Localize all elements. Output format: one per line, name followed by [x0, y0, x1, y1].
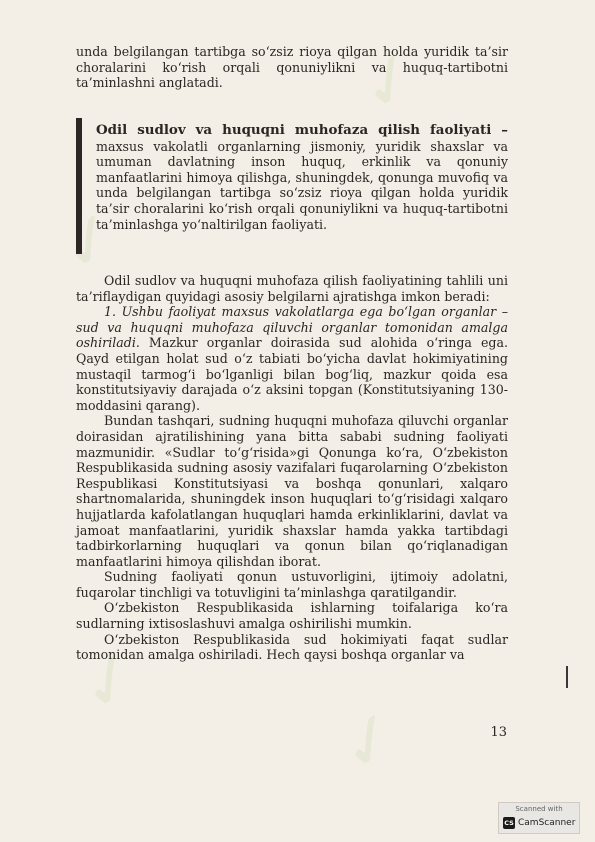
definition-text: maxsus vakolatli organlarning jismoniy, yuridik shaxslar va umuman davlatning inson huquq, erkinlik va qonuniy manfaatlarini himoya qilishga, shuningdek, qonunga muvofiq va unda belgilangan tartibga so‘zsiz rioya qilgan holda yuridik ta’sir choralarini ko‘rish orqali qonuniylikni va huquq-tartibotni ta’minlashga yo‘naltirilgan faoliyati.	[96, 138, 508, 232]
watermark: ✓	[43, 190, 136, 292]
camscanner-badge	[498, 802, 580, 834]
watermark: ✓	[63, 630, 156, 732]
scanner-brand: CamScanner	[518, 818, 576, 828]
definition-content	[96, 122, 508, 232]
definition-bar	[76, 118, 82, 254]
paragraph-3: Bundan tashqari, sudning huquqni muhofaza qiluvchi organlar doirasidan ajratilishining yana bitta sababi sudning faoliyati mazmunidir. «Sudlar to‘g‘risida»gi Qonunga ko‘ra, O‘zbekiston Respublikasida sudning asosiy vazifalari fuqarolarning O‘zbekiston Respublikasi Konstitutsiyasi va boshqa qonunlari, xalqaro shartnomalarida, shuningdek inson huquqlari to‘g‘risidagi xalqaro hujjatlarda kafolatlangan huquqlari hamda erkinliklarini, davlat va jamoat manfaatlarini, yuridik shaxslar hamda yakka tartibdagi tadbirkorlarning huquqlari va qonun bilan qo‘riqlanadigan manfaatlarini himoya qilishdan iborat.	[76, 413, 508, 569]
scanner-caption: Scanned with	[515, 805, 563, 813]
paragraph-4: Sudning faoliyati qonun ustuvorligini, ijtimoiy adolatni, fuqarolar tinchligi va totuvligini ta’minlashga qaratilgandir.	[76, 569, 508, 600]
intro-text: unda belgilangan tartibga so‘zsiz rioya qilgan holda yuridik ta’sir choralarini ko‘rish orqali qonuniylikni va huquq-tartibotni ta’minlashni anglatadi.	[76, 44, 508, 91]
definition-box	[76, 118, 514, 254]
main-text	[76, 273, 508, 663]
paragraph-2-rest: Mazkur organlar doirasida sud alohida o‘ringa ega. Qayd etilgan holat sud o‘z tabiati bo‘yicha davlat hokimiyatining mustaqil tarmog‘i bo‘lganligi bilan bog‘liq, mazkur qoida esa konstitutsiyaviy darajada o‘z aksini topgan (Konstitutsiyaning 130-moddasini qarang).	[76, 335, 508, 413]
camscanner-logo-icon: CS	[504, 819, 514, 827]
paragraph-6: O‘zbekiston Respublikasida sud hokimiyati faqat sudlar tomonidan amalga oshiriladi. Hech qaysi boshqa organlar va	[76, 631, 508, 663]
margin-mark	[566, 666, 568, 688]
page-number: 13	[490, 725, 507, 740]
paragraph-2-italic: 1. Ushbu faoliyat maxsus vakolatlarga ega bo‘lgan organlar – sud va huquqni muhofaza qiluvchi organlar tomonidan amalga oshiriladi.	[76, 304, 508, 351]
intro-paragraph	[76, 44, 508, 91]
watermark: ✓	[343, 30, 436, 132]
paragraph-2	[76, 304, 508, 413]
paragraph-1: Odil sudlov va huquqni muhofaza qilish faoliyatining tahlili uni ta’riflaydigan quyidagi asosiy belgilarni ajratishga imkon beradi:	[76, 273, 508, 304]
watermark: ✓	[323, 690, 416, 792]
paragraph-5: O‘zbekiston Respublikasida ishlarning toifalariga ko‘ra sudlarning ixtisoslashuvi amalga oshirilishi mumkin.	[76, 600, 508, 632]
definition-term: Odil sudlov va huquqni muhofaza qilish faoliyati –	[96, 122, 508, 138]
